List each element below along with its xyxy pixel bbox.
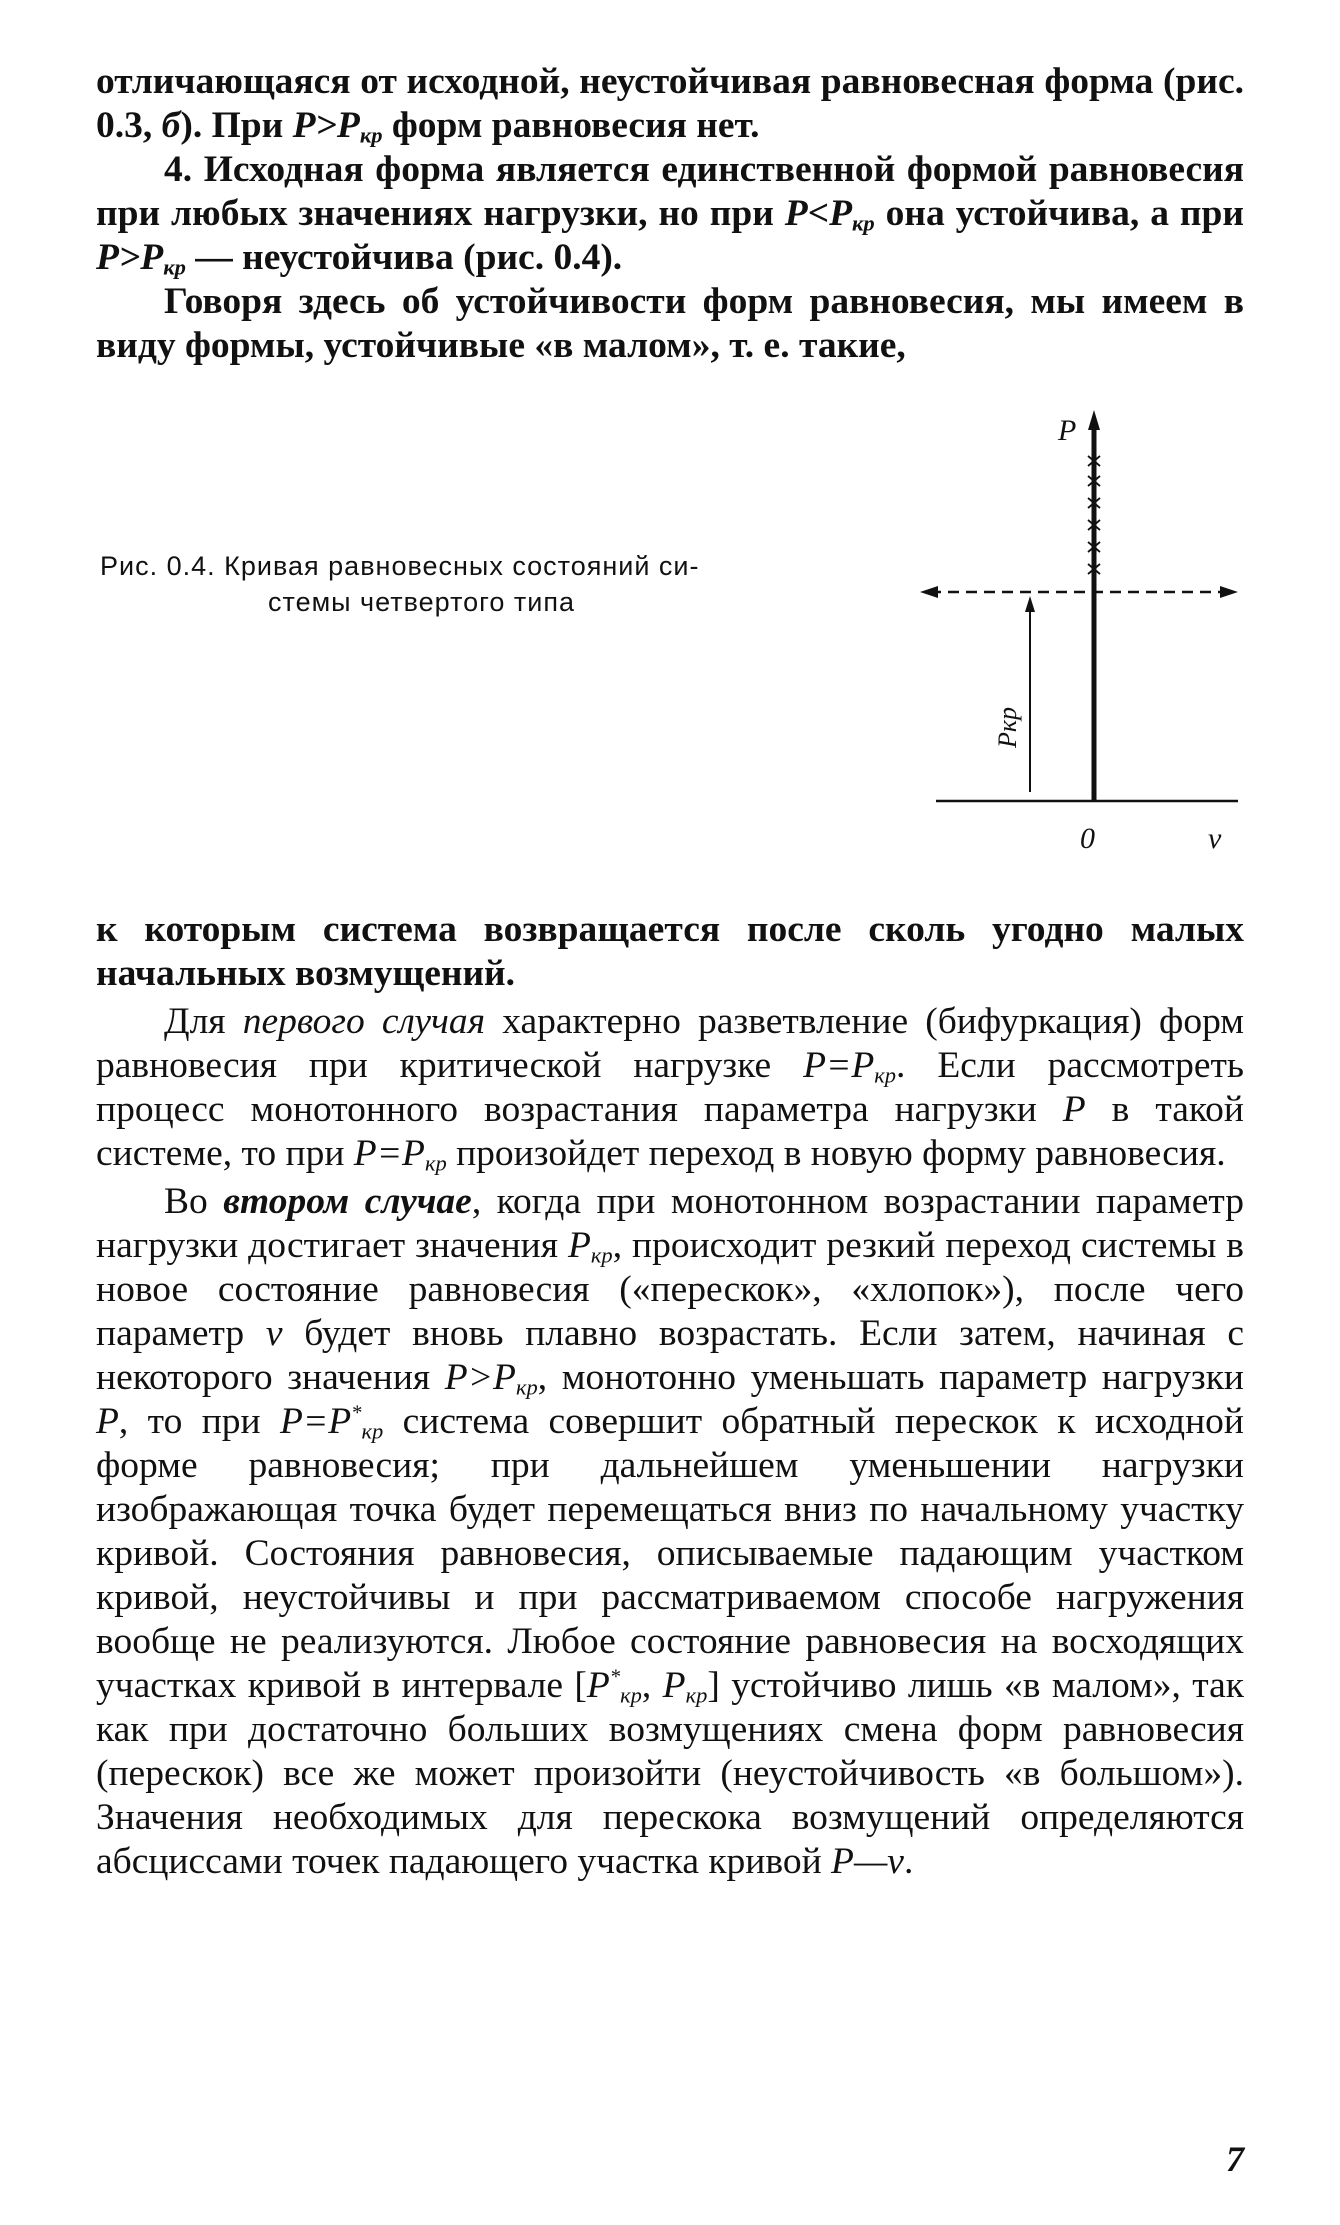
formula-pkr: $P_{кр}$ <box>567 1225 613 1268</box>
formula-p-eq-pkr-star: $P=P^*_{кр}$ <box>279 1401 384 1444</box>
text: характерно разветвление (бифуркация) форм равновесия при критической нагрузке <box>96 1001 1244 1086</box>
text: будет вновь плавно возрастать. Если затем, начиная с некоторого значения <box>96 1313 1245 1398</box>
symbol-p: P <box>1062 1089 1086 1130</box>
origin-label: 0 <box>1080 822 1095 855</box>
paragraph-5: Говоря здесь об устойчивости форм равновесия, мы имеем в виду формы, устойчивые «в малом», т. е. такие, <box>96 281 1244 366</box>
figure-block <box>96 396 1244 906</box>
text: — неустойчива (рис. 0.4). <box>185 237 623 278</box>
text: произойдет переход в новую форму равновесия. <box>446 1133 1226 1174</box>
formula-p-eq-pkr: $P=P_{кр}$ <box>803 1045 897 1088</box>
caption-line1: Кривая равновесных состояний си- <box>224 551 700 581</box>
text: , происходит резкий переход системы в новое состояние равновесия («перескок», «хлопок»), после чего параметр <box>96 1225 1244 1354</box>
formula-p-gt-pkr: $P>P_{кр}$ <box>292 105 383 148</box>
text: , когда при монотонном возрастании параметр нагрузки достигает значения <box>96 1181 1244 1266</box>
page-body <box>96 60 1244 1884</box>
paragraph-6: к которым система возвращается после сколь угодно малых начальных возмущений. <box>96 909 1244 994</box>
figure-svg <box>908 396 1248 896</box>
caption-label: Рис. 0.4. <box>100 551 216 581</box>
left-arrow <box>920 586 938 598</box>
v-axis-label: v <box>1208 822 1222 855</box>
formula-p-gt-pkr: $P>P_{кр}$ <box>96 237 186 280</box>
pkr-label: Pкр <box>993 706 1022 748</box>
formula-p-eq-pkr: $P=P_{кр}$ <box>353 1133 447 1176</box>
page-number: 7 <box>1226 2139 1244 2179</box>
text: . Если рассмотреть процесс монотонного возрастания параметра нагрузки <box>96 1045 1244 1130</box>
text: 4. Исходная форма является единственной формой равновесия при любых значениях нагрузки, но при <box>96 149 1244 234</box>
text: отличающаяся от исходной, неустойчивая равновесная форма (рис. 0.3, <box>96 61 1244 146</box>
text: , то при <box>118 1401 280 1442</box>
pkr-dimension-arrow <box>1025 596 1035 612</box>
text: она устойчива, а при <box>874 193 1244 234</box>
symbol-p: P <box>96 1401 119 1442</box>
text: форм равновесия нет. <box>382 105 760 146</box>
paragraph-4 <box>96 148 1244 280</box>
caption-line2: стемы четвертого типа <box>268 587 576 617</box>
right-arrow <box>1220 586 1238 598</box>
text: ] устойчиво лишь «в малом», так как при достаточно больших возмущениях смена форм равновесия (перескок) все же может произойти (неустойчивость «в большом»). Значения необходимых для перескока возмущений определяются абсциссами точек падающего участка кривой <box>96 1665 1244 1882</box>
symbol-v: v <box>265 1313 283 1354</box>
text: Во <box>164 1181 224 1222</box>
equilibrium-curve-figure <box>908 396 1248 896</box>
paragraph-7 <box>96 1000 1244 1176</box>
text: , <box>641 1665 663 1706</box>
p-axis-label: P <box>1058 414 1077 447</box>
text-italic: первого случая <box>242 1001 486 1042</box>
formula-pkr-star: $P^*_{кр}$ <box>586 1665 642 1708</box>
text-italic: б <box>161 105 181 146</box>
text: в такой системе, то при <box>96 1089 1244 1174</box>
formula-p-v: P—v <box>831 1841 904 1882</box>
text: , монотонно уменьшать параметр нагрузки <box>537 1357 1245 1398</box>
text: система совершит обратный перескок к исходной форме равновесия; при дальнейшем уменьшении нагрузки изображающая точка будет перемещаться вниз по начальному участку кривой. Состояния равновесия, описываемые падающим участком кривой, неустойчивы и при рассматриваемом способе нагружения вообще не реализуются. Любое состояние равновесия на восходящих участках кривой в интервале [ <box>96 1401 1244 1706</box>
text-italic: втором случае <box>223 1181 472 1222</box>
text: Для <box>164 1001 243 1042</box>
paragraph-top <box>96 60 1244 148</box>
text: ). При <box>180 105 293 146</box>
formula-p-gt-pkr: $P>P_{кр}$ <box>444 1357 538 1400</box>
text: . <box>903 1841 914 1882</box>
paragraph-8 <box>96 1180 1244 1884</box>
p-axis-arrow <box>1088 410 1100 430</box>
figure-caption <box>100 548 890 620</box>
formula-p-lt-pkr: $P<P_{кр}$ <box>784 193 875 236</box>
formula-pkr: $P_{кр}$ <box>662 1665 708 1708</box>
